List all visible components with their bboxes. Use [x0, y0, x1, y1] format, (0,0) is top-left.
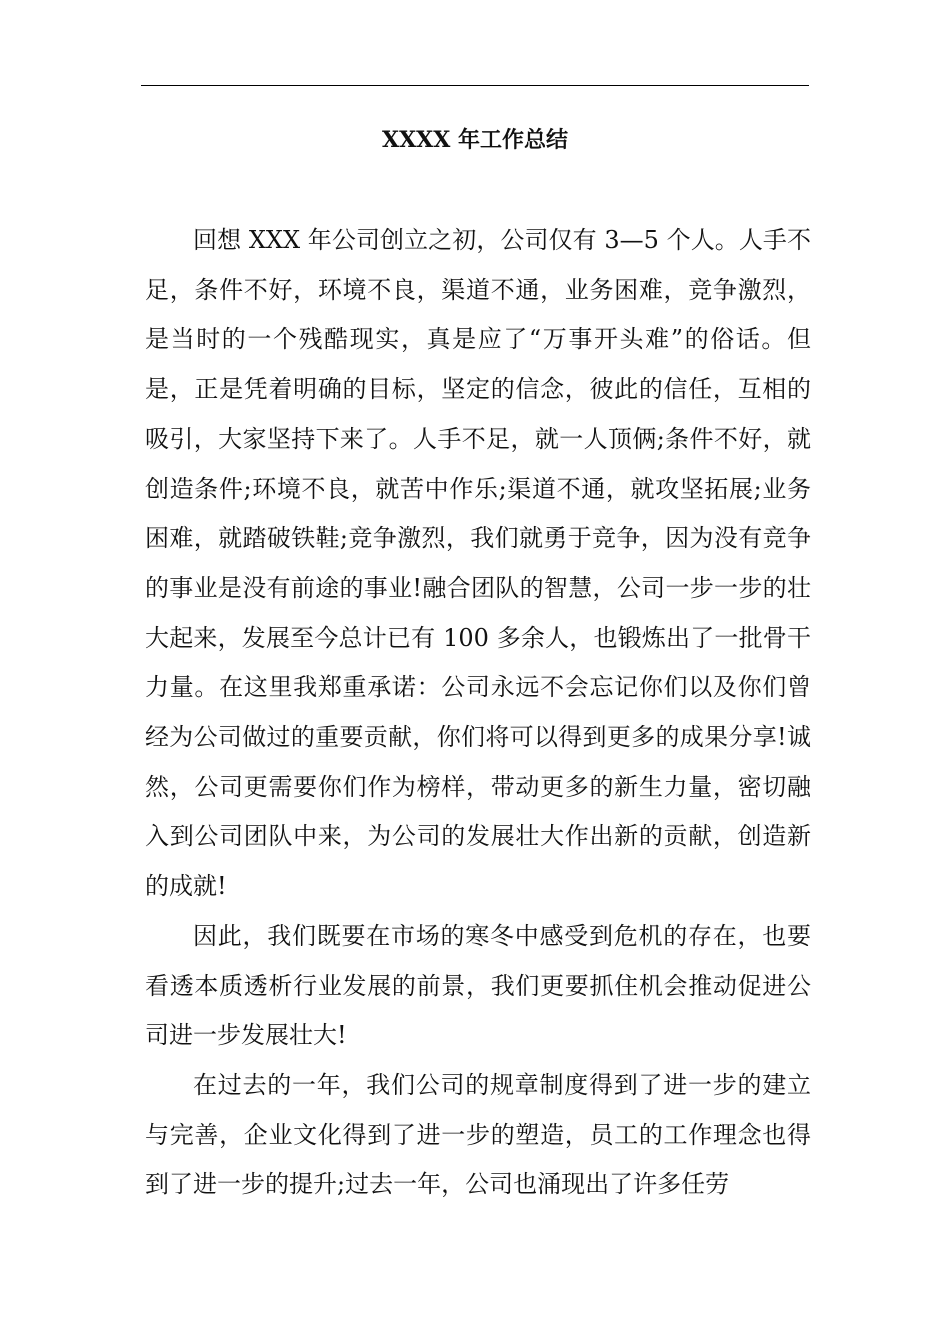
paragraph-3: 在过去的一年，我们公司的规章制度得到了进一步的建立与完善，企业文化得到了进一步的塑造，员工的工作理念也得到了进一步的提升;过去一年，公司也涌现出了许多任劳 [145, 1070, 811, 1199]
document-body [145, 216, 811, 1210]
header-rule [141, 85, 809, 86]
document-title: XXXX 年工作总结 [382, 127, 568, 153]
paragraph-2: 因此，我们既要在市场的寒冬中感受到危机的存在，也要看透本质透析行业发展的前景，我们更要抓住机会推动促进公司进一步发展壮大! [145, 921, 811, 1050]
paragraph-1: 回想 XXX 年公司创立之初，公司仅有 3—5 个人。人手不足，条件不好，环境不良，渠道不通，业务困难，竞争激烈，是当时的一个残酷现实，真是应了“万事开头难”的俗话。但是，正是凭着明确的目标，坚定的信念，彼此的信任，互相的吸引，大家坚持下来了。人手不足，就一人顶俩;条件不好，就创造条件;环境不良，就苦中作乐;渠道不通，就攻坚拓展;业务困难，就踏破铁鞋;竞争激烈，我们就勇于竞争，因为没有竞争的事业是没有前途的事业!融合团队的智慧，公司一步一步的壮大起来，发展至今总计已有 100 多余人，也锻炼出了一批骨干力量。在这里我郑重承诺：公司永远不会忘记你们以及你们曾经为公司做过的重要贡献，你们将可以得到更多的成果分享!诚然，公司更需要你们作为榜样，带动更多的新生力量，密切融入到公司团队中来，为公司的发展壮大作出新的贡献，创造新的成就! [145, 226, 811, 901]
